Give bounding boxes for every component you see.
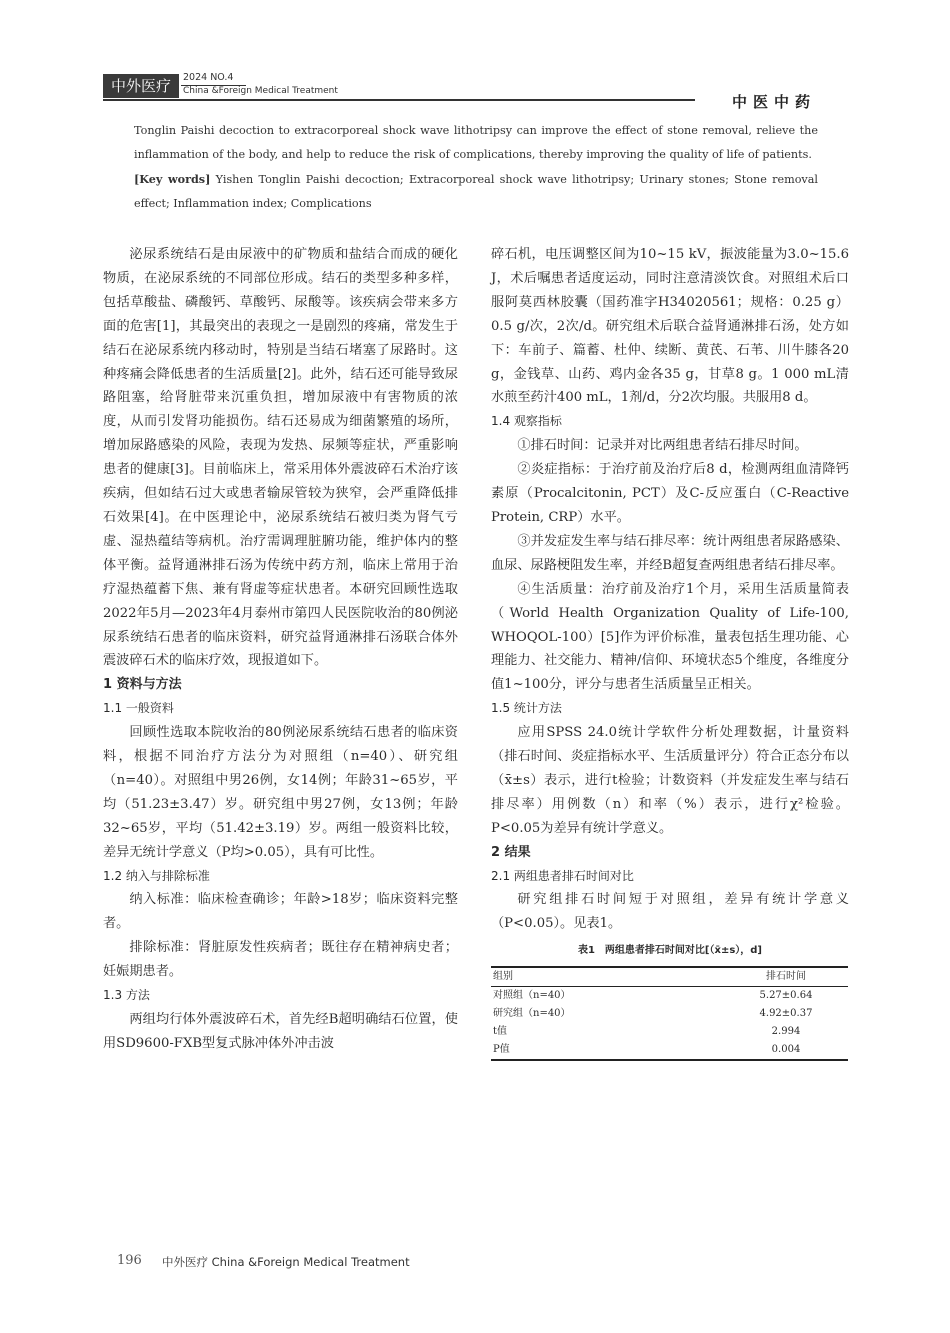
- table-header-cell: 组别: [491, 967, 724, 987]
- table-row: [491, 1041, 848, 1060]
- table-cell: 对照组（n=40）: [493, 990, 571, 1002]
- exclusion-criteria: 排除标准：肾脏原发性疾病者；既往存在精神病史者；妊娠期患者。: [103, 940, 458, 980]
- abstract-continuation: Tonglin Paishi decoction to extracorporeal shock wave lithotripsy can improve the effect of stone removal, relieve the inflammation of the body, and help to reduce the risk of complications, thereby improving the quality of life of patients.: [134, 124, 818, 161]
- table-cell: 0.004: [724, 1041, 848, 1060]
- indicator-2: ②炎症指标：于治疗前及治疗后8 d，检测两组血清降钙素原（Procalcitonin, PCT）及C-反应蛋白（C-Reactive Protein, CRP）水平。: [491, 462, 849, 525]
- subsection-heading-2-1: 2.1 两组患者排石时间对比: [491, 868, 634, 883]
- keywords-label: [Key words]: [134, 172, 211, 186]
- table-row: [491, 987, 848, 1006]
- left-column: [103, 243, 458, 1056]
- section-heading-2: 2 结果: [491, 844, 531, 860]
- right-column: [491, 243, 849, 1061]
- journal-logo: 中外医疗: [103, 74, 179, 98]
- table-cell: 研究组（n=40）: [493, 1008, 571, 1020]
- table-cell: 4.92±0.37: [759, 1008, 813, 1020]
- table-row: [491, 1005, 848, 1023]
- table-1: [491, 966, 848, 1061]
- method-paragraph: 两组均行体外震波碎石术，首先经B超明确结石位置，使用SD9600-FXB型复式脉冲体外冲击波: [103, 1012, 458, 1051]
- subsection-heading-1-2: 1.2 纳入与排除标准: [103, 868, 210, 883]
- section-heading-1: 1 资料与方法: [103, 677, 182, 693]
- table-row: [491, 1023, 848, 1041]
- journal-english-name: China &Foreign Medical Treatment: [183, 86, 338, 96]
- result-paragraph: 研究组排石时间短于对照组，差异有统计学意义（P<0.05）。见表1。: [491, 892, 849, 932]
- intro-paragraph: 泌尿系统结石是由尿液中的矿物质和盐结合而成的硬化物质，在泌尿系统的不同部位形成。结石的类型多种多样，包括草酸盐、磷酸钙、草酸钙、尿酸等。该疾病会带来多方面的危害[1]，其最突出的表现之一是剧烈的疼痛，常发生于结石在泌尿系统内移动时，特别是当结石堵塞了尿路时。这种疼痛会降低患者的生活质量[2]。此外，结石还可能导致尿路阻塞，给肾脏带来沉重负担，增加尿液中有害物质的浓度，从而引发肾功能损伤。结石还易成为细菌繁殖的场所，增加尿路感染的风险，表现为发热、尿频等症状，严重影响患者的健康[3]。目前临床上，常采用体外震波碎石术治疗该疾病，但如结石过大或患者输尿管较为狭窄，会严重降低排石效果[4]。在中医理论中，泌尿系统结石被归类为肾气亏虚、湿热蕴结等病机。治疗需调理脏腑功能，维护体内的整体平衡。益肾通淋排石汤为传统中药方剂，临床上常用于治疗湿热蕴蓄下焦、兼有肾虚等症状患者。本研究回顾性选取2022年5月—2023年4月泰州市第四人民医院收治的80例泌尿系统结石患者的临床资料，研究益肾通淋排石汤联合体外震波碎石术的临床疗效，现报道如下。: [103, 247, 458, 669]
- table-header-row: [491, 967, 848, 987]
- year-issue: 2024 NO.4: [183, 72, 234, 83]
- section-title: 中医中药: [731, 93, 816, 111]
- header-divider: [103, 99, 695, 101]
- subsection-heading-1-4: 1.4 观察指标: [491, 414, 562, 429]
- indicator-1: ①排石时间：记录并对比两组患者结石排尽时间。: [517, 438, 808, 454]
- indicator-3: ③并发症发生率与结石排尽率：统计两组患者尿路感染、血尿、尿路梗阻发生率，并经B超复查两组患者结石排尽率。: [491, 533, 849, 573]
- statistics-paragraph: 应用SPSS 24.0统计学软件分析处理数据，计量资料（排石时间、炎症指标水平、生活质量评分）符合正态分布以（x̄±s）表示，进行t检验；计数资料（并发症发生率与结石排尽率）用例数（n）和率（%）表示，进行χ²检验。P<0.05为差异有统计学意义。: [491, 725, 849, 836]
- table-cell: t值: [493, 1026, 508, 1038]
- page-number: 196: [117, 1253, 142, 1268]
- table-cell: 2.994: [771, 1026, 801, 1038]
- table-cell: P值: [491, 1041, 724, 1060]
- subsection-heading-1-5: 1.5 统计方法: [491, 701, 562, 716]
- table-1-title: 表1 两组患者排石时间对比[（x̄±s），d]: [577, 945, 763, 957]
- keywords-text: Yishen Tonglin Paishi decoction; Extracorporeal shock wave lithotripsy; Urinary stones; Stone removal effect; Inflammation index; Complications: [134, 173, 818, 210]
- keywords-block: [134, 167, 818, 216]
- table-header-cell: 排石时间: [724, 967, 848, 987]
- footer-journal: 中外医疗 China &Foreign Medical Treatment: [162, 1255, 410, 1269]
- subsection-heading-1-3: 1.3 方法: [103, 988, 150, 1003]
- indicator-4: ④生活质量：治疗前及治疗1个月，采用生活质量简表（World Health Organization Quality of Life-100, WHOQOL-100）[5]作为评价标准，量表包括生理功能、心理能力、社交能力、精神/信仰、环境状态5个维度，各维度分值1~100分，评分与患者生活质量呈正相关。: [491, 581, 849, 693]
- method-continuation: 碎石机，电压调整区间为10~15 kV，振波能量为3.0~15.6 J，术后嘱患者适度运动，同时注意清淡饮食。对照组术后口服阿莫西林胶囊（国药准字H34020561；规格：0.25 g）0.5 g/次，2次/d。研究组术后联合益肾通淋排石汤，处方如下：车前子、篇蓄、杜仲、续断、黄芪、石苇、川牛膝各20 g，金钱草、山药、鸡内金各35 g，甘草8 g。1 000 mL清水煎至药汁400 mL，1剂/d，分2次均服。共服用8 d。: [491, 247, 849, 406]
- table-cell: 5.27±0.64: [759, 990, 813, 1002]
- inclusion-criteria: 纳入标准：临床检查确诊；年龄>18岁；临床资料完整者。: [103, 892, 458, 932]
- subsection-heading-1-1: 1.1 一般资料: [103, 701, 174, 716]
- general-data-paragraph: 回顾性选取本院收治的80例泌尿系统结石患者的临床资料，根据不同治疗方法分为对照组（n=40）、研究组（n=40）。对照组中男26例，女14例；年龄31~65岁，平均（51.23±3.47）岁。研究组中男27例，女13例；年龄32~65岁，平均（51.42±3.19）岁。两组一般资料比较，差异无统计学意义（P均>0.05），具有可比性。: [103, 725, 458, 860]
